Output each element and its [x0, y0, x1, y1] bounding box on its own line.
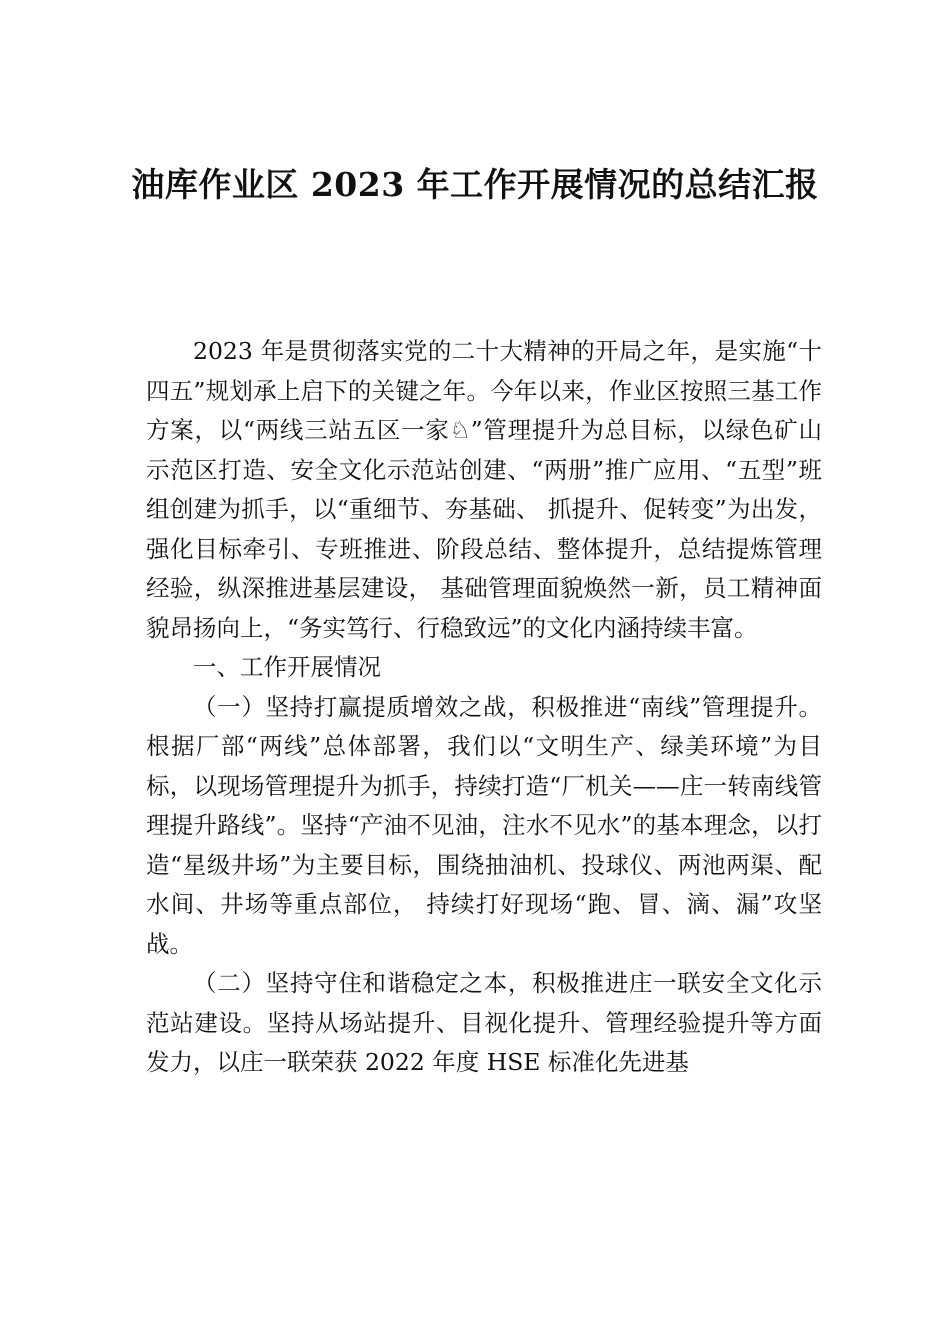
subsection-paragraph-2: （二）坚持守住和谐稳定之本，积极推进庄一联安全文化示范站建设。坚持从场站提升、目视化提升、管理经验提升等方面发力，以庄一联荣获 2022 年度 HSE 标准化先进基 [146, 969, 822, 1076]
document-body [146, 332, 822, 1083]
intro-paragraph: 2023 年是贯彻落实党的二十大精神的开局之年，是实施“十四五”规划承上启下的关键之年。今年以来，作业区按照三基工作方案，以“两线三站五区一家♘”管理提升为总目标，以绿色矿山示范区打造、安全文化示范站创建、“两册”推广应用、“五型”班组创建为抓手，以“重细节、夯基础、 抓提升、促转变”为出发，强化目标牵引、专班推进、阶段总结、整体提升，总结提炼管理经验，纵深推进基层建设， 基础管理面貌焕然一新，员工精神面貌昂扬向上，“务实笃行、行稳致远”的文化内涵持续丰富。 [146, 337, 822, 642]
subsection-paragraph-1: （一）坚持打赢提质增效之战，积极推进“南线”管理提升。根据厂部“两线”总体部署，我们以“文明生产、绿美环境”为目标，以现场管理提升为抓手，持续打造“厂机关——庄一转南线管理提升路线”。坚持“产油不见油，注水不见水”的基本理念，以打造“星级井场”为主要目标，围绕抽油机、投球仪、两池两渠、配水间、井场等重点部位， 持续打好现场“跑、冒、滴、漏”攻坚战。 [146, 692, 822, 958]
section-heading: 一、工作开展情况 [193, 653, 381, 681]
document-title: 油库作业区 2023 年工作开展情况的总结汇报 [131, 165, 819, 204]
